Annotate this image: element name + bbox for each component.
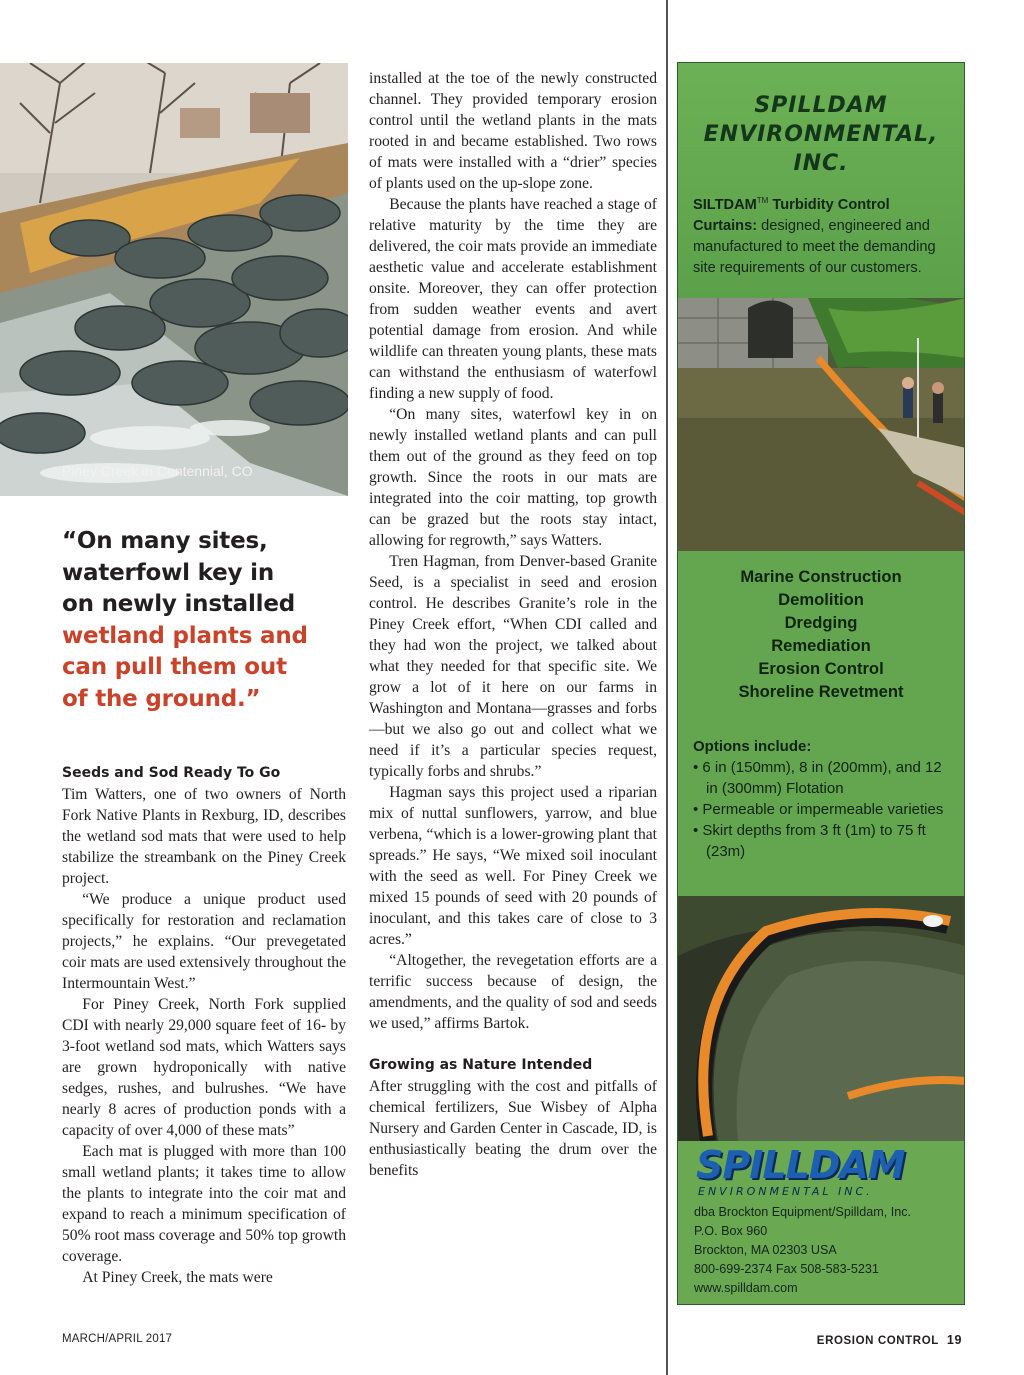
product-name: SILTDAM (693, 196, 757, 213)
photo-caption: Piney Creek in Centennial, CO (62, 463, 253, 479)
paragraph: At Piney Creek, the mats were (82, 1269, 273, 1286)
ad-subtitle (693, 190, 955, 279)
product-tagline: designed, engineered and manufactured to meet the demanding site requirements of our customers. (693, 217, 936, 276)
pull-quote-highlight: wetland plants and (62, 622, 308, 649)
section-heading: Seeds and Sod Ready To Go (62, 765, 281, 781)
service-item: Marine Construction (740, 567, 902, 586)
paragraph: “On many sites, waterfowl key in on newly installed wetland plants and can pull them out of the ground as they feed on top growth. Since the roots in our mats are integrated into the coir matting, top growth can be grazed but the roots stay intact, allowing for regrowth,” says Watters. (369, 406, 657, 549)
floating-boom-photo (678, 896, 964, 1141)
pull-quote-line: waterfowl key in (62, 559, 274, 586)
turbidity-curtain-photo (678, 298, 964, 551)
contact-line: Brockton, MA 02303 USA (694, 1243, 837, 1257)
product-desc: Turbidity Control Curtains: (693, 196, 890, 234)
options-heading: Options include: (693, 738, 812, 755)
paragraph: installed at the toe of the newly constructed channel. They provided temporary erosion control until the wetland plants in the mats rooted in and became established. Two rows of mats were installed with a “drier” species of plants used on the up-slope zone. (369, 70, 657, 192)
issue-date: MARCH/APRIL 2017 (62, 1333, 173, 1345)
paragraph: “Altogether, the revegetation efforts are a terrific success because of design, the amendments, and the quality of sod and seeds we used,” affirms Bartok. (369, 952, 657, 1032)
paragraph: Tim Watters, one of two owners of North Fork Native Plants in Rexburg, ID, describes the wetland sod mats that were used to help stabilize the streambank on the Piney Creek project. (62, 786, 346, 887)
service-item: Dredging (784, 613, 858, 632)
page-number: 19 (946, 1333, 962, 1347)
paragraph: Tren Hagman, from Denver-based Granite Seed, is a specialist in seed and erosion control. He describes Granite’s role in the Piney Creek effort, “When CDI called and they had won the project, we talked about what they needed for that specific site. We grow a lot of it here on our farms in Washington and Montana—grasses and forbs—but we also go out and collect what we need if it’s a particular species request, typically forbs and shrubs.” (369, 553, 657, 780)
pull-quote-highlight: of the ground.” (62, 685, 261, 712)
options-list (693, 736, 955, 862)
piney-creek-photo (0, 63, 348, 496)
ad-services-panel (678, 551, 964, 896)
spilldam-advertisement (677, 62, 965, 1305)
page-gutter-divider (666, 0, 668, 1375)
contact-line: dba Brockton Equipment/Spilldam, Inc. (694, 1205, 912, 1219)
ad-title-line: INC. (793, 151, 849, 176)
spilldam-logo (694, 1141, 954, 1201)
paragraph: Hagman says this project used a riparian mix of nuttal sunflowers, yarrow, and blue verbena, “which is a lower-growing plant that spreads.” He says, “We mixed soil inoculant with the seed as well. For Piney Creek we mixed 15 pounds of seed with 20 pounds of inoculant, and this takes care of close to 3 acres.” (369, 784, 657, 948)
ad-contact-panel (678, 1141, 964, 1305)
pull-quote (62, 526, 342, 715)
ad-title-line: SPILLDAM (754, 93, 888, 118)
paragraph: After struggling with the cost and pitfalls of chemical fertilizers, Sue Wisbey of Alpha Nursery and Garden Center in Cascade, ID, is enthusiastically beating the drum over the benefits (369, 1078, 657, 1179)
pull-quote-line: “On many sites, (62, 528, 268, 554)
ad-title (678, 91, 964, 178)
contact-line: 800-699-2374 Fax 508-583-5231 (694, 1262, 879, 1276)
section-heading: Growing as Nature Intended (369, 1057, 593, 1073)
option-item: • Permeable or impermeable varieties (693, 801, 944, 818)
river-boom-illustration (678, 298, 965, 551)
option-item: • 6 in (150mm), 8 in (200mm), and 12 in (300mm) Flotation (693, 759, 942, 797)
services-list (678, 565, 964, 703)
magazine-name: EROSION CONTROL (816, 1335, 939, 1347)
pull-quote-line: on newly installed (62, 591, 295, 617)
creek-illustration (0, 63, 348, 496)
service-item: Demolition (778, 590, 864, 609)
article-column-left (62, 763, 346, 1288)
ad-title-line: ENVIRONMENTAL, (703, 122, 939, 147)
service-item: Shoreline Revetment (738, 682, 904, 701)
paragraph: Each mat is plugged with more than 100 small wetland plants; it takes time to allow the plants to integrate into the coir mat and expand to reach a minimum specification of 50% root mass coverage and 50% top growth coverage. (62, 1143, 346, 1265)
contact-line: P.O. Box 960 (694, 1224, 768, 1238)
pond-boom-illustration (678, 896, 965, 1141)
contact-info (694, 1203, 956, 1298)
paragraph: Because the plants have reached a stage of relative maturity by the time they are delivered, the coir mats provide an immediate aesthetic value and accelerate establishment onsite. Moreover, they can offer protection from sudden weather events and avert potential damage from erosion. And while wildlife can threaten young plants, these mats can withstand the enthusiasm of waterfowl finding a new supply of food. (369, 196, 657, 402)
article-column-middle (369, 68, 657, 1181)
paragraph: For Piney Creek, North Fork supplied CDI with nearly 29,000 square feet of 16- by 3-foot wetland sod mats, which Watters says are grown hydroponically with native sedges, rushes, and bulrushes. “We have nearly 8 acres of production ponds with a capacity of over 4,000 of these mats” (62, 996, 346, 1139)
website-link[interactable]: www.spilldam.com (694, 1281, 798, 1295)
ad-header (678, 63, 964, 298)
service-item: Erosion Control (758, 659, 884, 678)
page-footer (817, 1333, 962, 1347)
logo-wordmark: SPILLDAM (696, 1143, 905, 1187)
logo-subtitle: ENVIRONMENTAL INC. (698, 1185, 873, 1198)
trademark: TM (756, 196, 769, 205)
service-item: Remediation (771, 636, 871, 655)
pull-quote-highlight: can pull them out (62, 654, 287, 680)
option-item: • Skirt depths from 3 ft (1m) to 75 ft (23m) (693, 822, 926, 860)
paragraph: “We produce a unique product used specifically for restoration and reclamation projects,” he explains. “Our prevegetated coir mats are used extensively throughout the Intermountain West.” (62, 891, 346, 992)
